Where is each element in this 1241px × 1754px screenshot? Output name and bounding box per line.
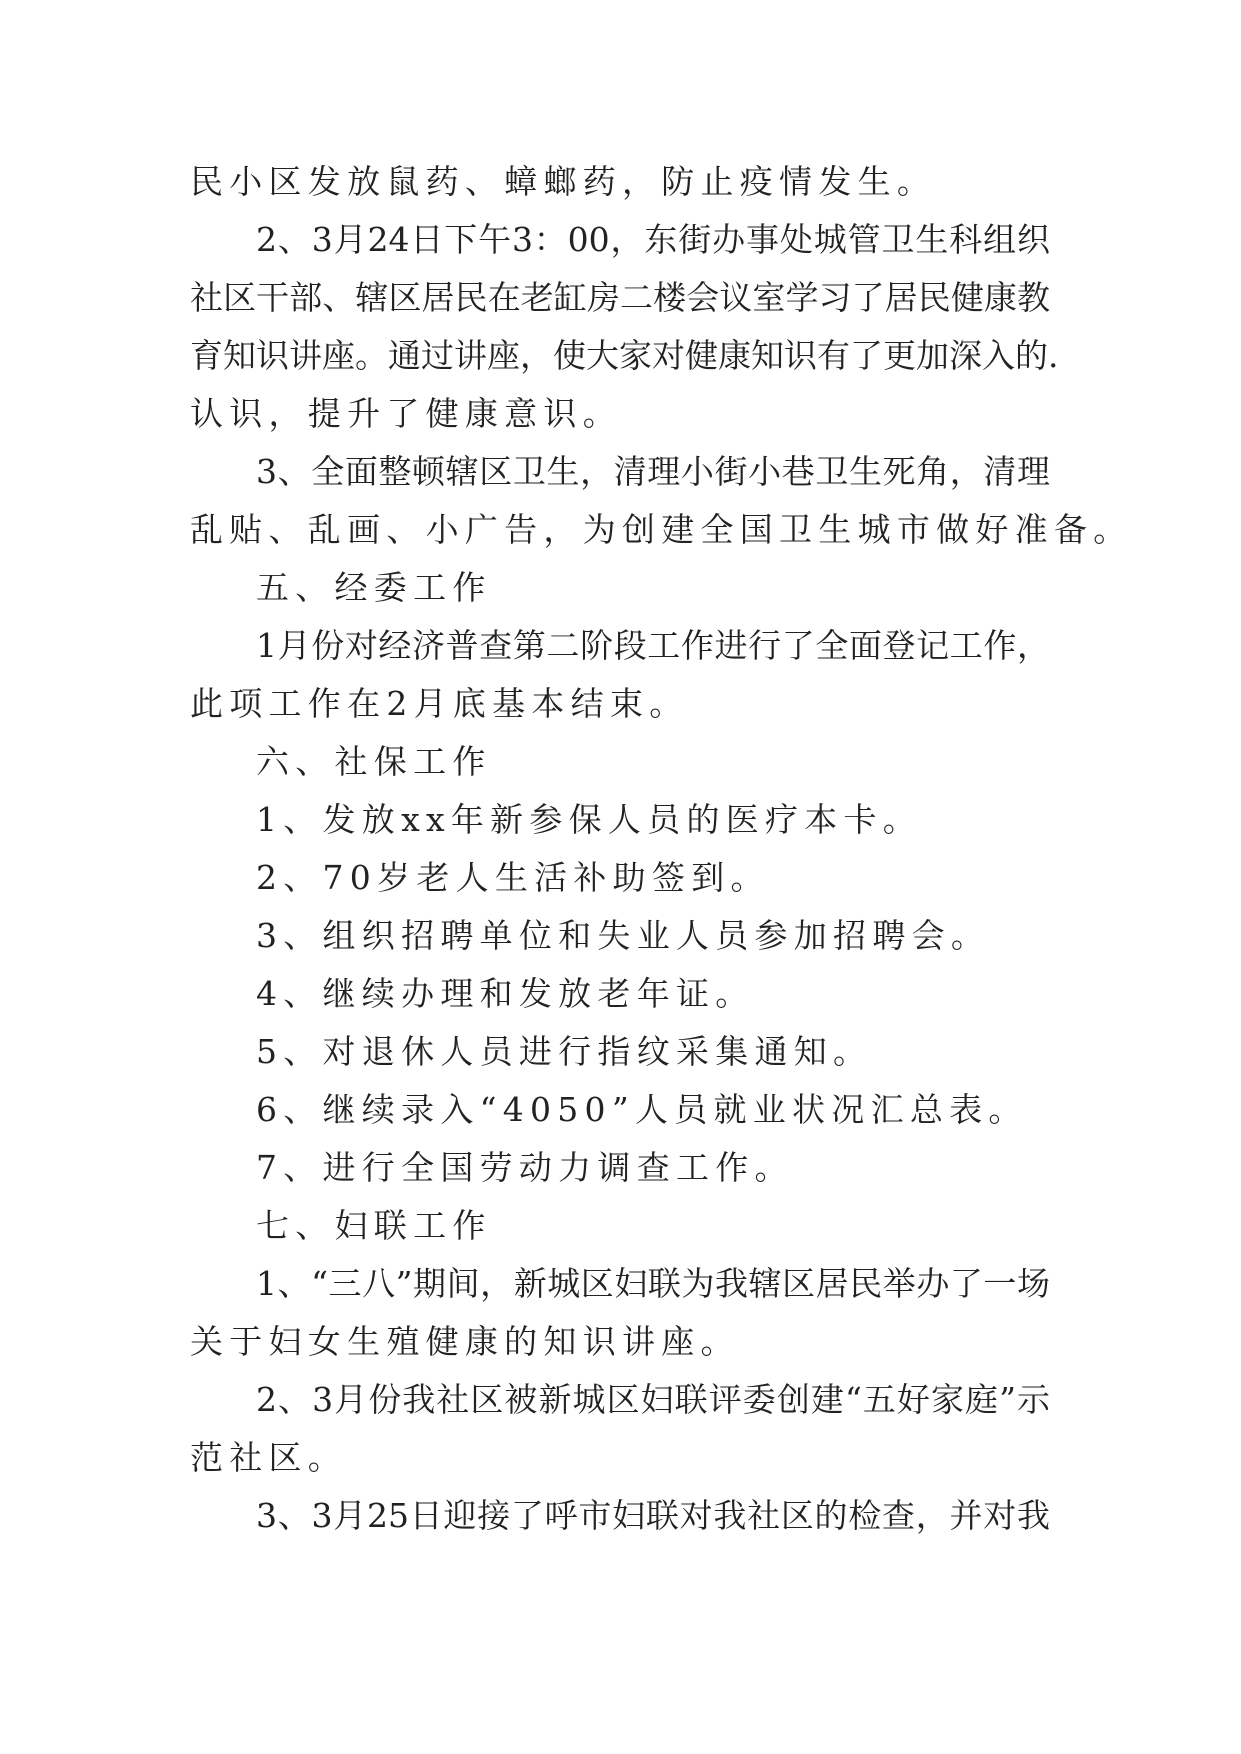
- list-item: 5、对退休人员进行指纹采集通知。: [256, 1032, 873, 1071]
- text-line: 民小区发放鼠药、蟑螂药，防止疫情发生。: [190, 162, 937, 201]
- list-item: 7、进行全国劳动力调查工作。: [256, 1148, 794, 1187]
- document-body: [190, 153, 1133, 1545]
- list-item: 1、发放xx年新参保人员的医疗本卡。: [256, 800, 923, 839]
- list-item: 3、组织招聘单位和失业人员参加招聘会。: [256, 916, 991, 955]
- text-line: 社区干部、辖区居民在老缸房二楼会议室学习了居民健康教: [190, 278, 1050, 317]
- list-item: 4、继续办理和发放老年证。: [256, 974, 755, 1013]
- section-heading: 七、妇联工作: [256, 1206, 492, 1245]
- list-item: 6、继续录入“4050”人员就业状况汇总表。: [256, 1090, 1028, 1129]
- text-line: 1、“三八”期间，新城区妇联为我辖区居民举办了一场: [256, 1264, 1050, 1303]
- list-item: 2、70岁老人生活补助签到。: [256, 858, 770, 897]
- text-line: 关于妇女生殖健康的知识讲座。: [190, 1322, 740, 1361]
- text-line: 认识，提升了健康意识。: [190, 394, 622, 433]
- text-line: 1月份对经济普查第二阶段工作进行了全面登记工作，: [256, 626, 1050, 665]
- text-line: 范社区。: [190, 1438, 348, 1477]
- text-line: 3、3月25日迎接了呼市妇联对我社区的检查，并对我: [256, 1496, 1050, 1535]
- text-line: 3、全面整顿辖区卫生，清理小街小巷卫生死角，清理: [256, 452, 1050, 491]
- text-line: 育知识讲座。通过讲座，使大家对健康知识有了更加深入的.: [190, 336, 1059, 375]
- section-heading: 五、经委工作: [256, 568, 492, 607]
- text-line: 2、3月24日下午3：00，东街办事处城管卫生科组织: [256, 220, 1050, 259]
- text-line: 此项工作在2月底基本结束。: [190, 684, 689, 723]
- section-heading: 六、社保工作: [256, 742, 492, 781]
- text-line: 乱贴、乱画、小广告，为创建全国卫生城市做好准备。: [190, 510, 1133, 549]
- text-line: 2、3月份我社区被新城区妇联评委创建“五好家庭”示: [256, 1380, 1050, 1419]
